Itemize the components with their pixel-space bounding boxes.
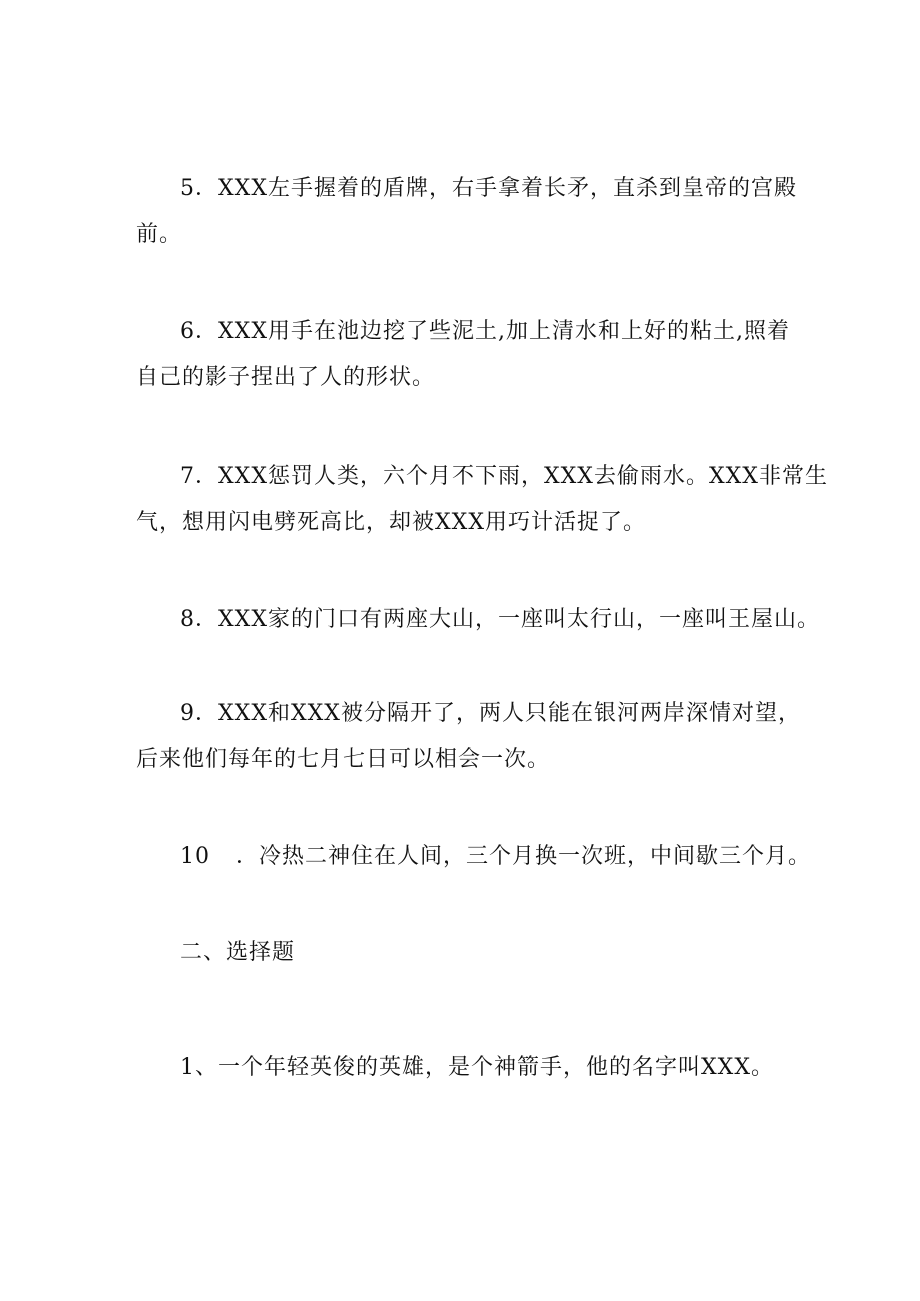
list-item-line	[136, 691, 806, 737]
list-item-8	[136, 597, 820, 643]
list-item-line	[136, 834, 812, 880]
item-number: 6	[180, 319, 195, 344]
item-text: ．XXX家的门口有两座大山，一座叫太行山，一座叫王屋山。	[195, 607, 820, 632]
list-item-6	[136, 309, 806, 401]
question-1	[136, 1045, 806, 1091]
item-text: ．XXX用手在池边挖了些泥土,加上清水和上好的粘土,照着	[195, 319, 790, 344]
list-item-line	[136, 454, 828, 500]
list-item-line	[136, 166, 806, 212]
item-text: ．XXX惩罚人类，六个月不下雨，XXX去偷雨水。XXX非常生	[195, 464, 828, 489]
item-text: ．XXX和XXX被分隔开了，两人只能在银河两岸深情对望，	[195, 701, 801, 726]
list-item-10	[136, 834, 812, 880]
list-item-7	[136, 454, 828, 546]
item-number: 7	[180, 464, 195, 489]
item-number: 9	[180, 701, 195, 726]
list-item-5	[136, 166, 806, 258]
list-item-line	[136, 309, 806, 355]
section-heading-text: 二、选择题	[180, 940, 296, 965]
item-number: 10	[180, 844, 210, 869]
item-text: ．冷热二神住在人间，三个月换一次班，中间歇三个月。	[236, 844, 812, 869]
list-item-9	[136, 691, 806, 783]
list-item-line: 自己的影子捏出了人的形状。	[136, 365, 436, 390]
question-text: 1、一个年轻英俊的英雄，是个神箭手，他的名字叫XXX。	[180, 1055, 774, 1080]
item-text: ．XXX左手握着的盾牌，右手拿着长矛，直杀到皇帝的宫殿	[195, 176, 797, 201]
list-item-line: 后来他们每年的七月七日可以相会一次。	[136, 747, 551, 772]
section-heading	[136, 930, 806, 976]
list-item-line: 气，想用闪电劈死高比，却被XXX用巧计活捉了。	[136, 510, 646, 535]
item-number: 8	[180, 607, 195, 632]
list-item-line: 前。	[136, 222, 183, 247]
item-number: 5	[180, 176, 195, 201]
list-item-line	[136, 597, 820, 643]
